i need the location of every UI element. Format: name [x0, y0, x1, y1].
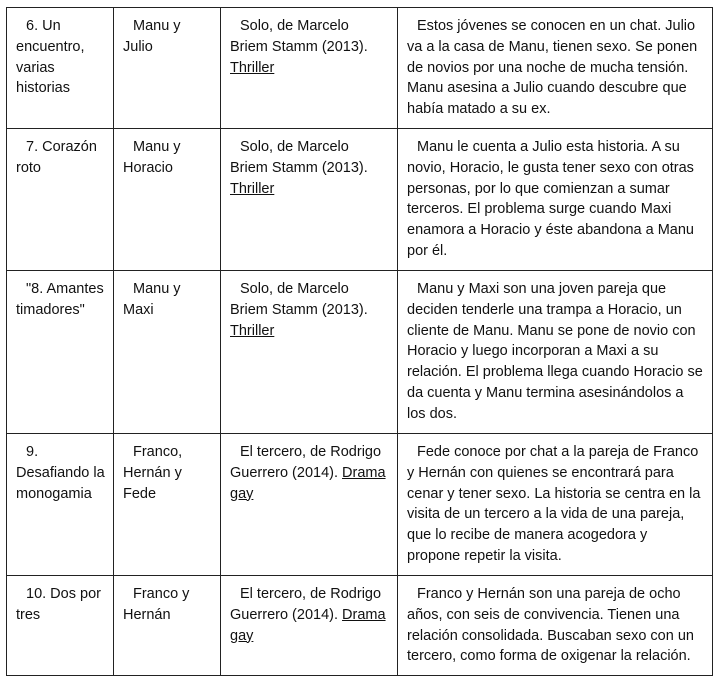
genre-text: Thriller [230, 180, 275, 197]
genre-text: Thriller [230, 59, 275, 76]
table-row [7, 434, 713, 576]
summary-cell [398, 434, 713, 576]
source-cell [221, 434, 398, 576]
table-row [7, 8, 713, 129]
characters-cell [114, 8, 221, 129]
table-row [7, 129, 713, 271]
characters-text: Manu y Maxi [123, 281, 181, 318]
genre-text: Drama gay [230, 606, 386, 644]
episode-title: 7. Corazón roto [16, 139, 97, 176]
episode-cell [7, 271, 114, 434]
summary-text: Manu y Maxi son una joven pareja que deciden tenderle una trampa a Horacio, un cliente de Manu. Manu se pone de novio con Horacio y luego incorporan a Maxi a su relación. El problema llega cuando Horacio se da cuenta y Manu termina asesinándolos a los dos. [407, 281, 703, 422]
episode-title: 10. Dos por tres [16, 586, 101, 623]
characters-cell [114, 576, 221, 676]
episode-title: 6. Un encuentro, varias historias [16, 18, 85, 97]
source-cell [221, 576, 398, 676]
episode-cell [7, 129, 114, 271]
episode-cell [7, 576, 114, 676]
source-text: Solo, de Marcelo Briem Stamm (2013). [230, 281, 368, 318]
episode-cell [7, 8, 114, 129]
characters-cell [114, 434, 221, 576]
characters-text: Franco y Hernán [123, 586, 190, 623]
summary-text: Fede conoce por chat a la pareja de Franco y Hernán con quienes se encontrará para cenar y tener sexo. La historia se centra en la visita de un tercero a la vida de una pareja, que lo recibe de manera acogedora y propone repetir la visita. [407, 444, 701, 564]
summary-text: Franco y Hernán son una pareja de ocho años, con seis de convivencia. Tienen una relación consolidada. Buscaban sexo con un tercero, como forma de oxigenar la relación. [407, 586, 694, 665]
characters-cell [114, 129, 221, 271]
characters-cell [114, 271, 221, 434]
summary-cell [398, 576, 713, 676]
source-text: Solo, de Marcelo Briem Stamm (2013). [230, 18, 368, 55]
source-cell [221, 8, 398, 129]
source-cell [221, 129, 398, 271]
episode-title: "8. Amantes timadores" [16, 281, 104, 318]
episode-title: 9. Desafiando la monogamia [16, 444, 105, 502]
source-text: El tercero, de Rodrigo Guerrero (2014). [230, 586, 382, 623]
summary-cell [398, 129, 713, 271]
summary-text: Estos jóvenes se conocen en un chat. Julio va a la casa de Manu, tienen sexo. Se ponen de novios por una noche de mucha tensión. Manu asesina a Julio cuando descubre que había matado a su ex. [407, 18, 698, 118]
characters-text: Manu y Horacio [123, 139, 181, 176]
episode-cell [7, 434, 114, 576]
source-text: El tercero, de Rodrigo Guerrero (2014). [230, 444, 382, 481]
source-text: Solo, de Marcelo Briem Stamm (2013). [230, 139, 368, 176]
summary-cell [398, 8, 713, 129]
source-cell [221, 271, 398, 434]
summary-text: Manu le cuenta a Julio esta historia. A su novio, Horacio, le gusta tener sexo con otras personas, por lo que comienzan a sumar terceros. El problema surge cuando Maxi enamora a Horacio y éste abandona a Manu por él. [407, 139, 694, 259]
episodes-table [6, 7, 713, 676]
characters-text: Franco, Hernán y Fede [123, 444, 183, 502]
characters-text: Manu y Julio [123, 18, 181, 55]
summary-cell [398, 271, 713, 434]
table-row [7, 576, 713, 676]
genre-text: Drama gay [230, 464, 386, 502]
genre-text: Thriller [230, 322, 275, 339]
table-row [7, 271, 713, 434]
